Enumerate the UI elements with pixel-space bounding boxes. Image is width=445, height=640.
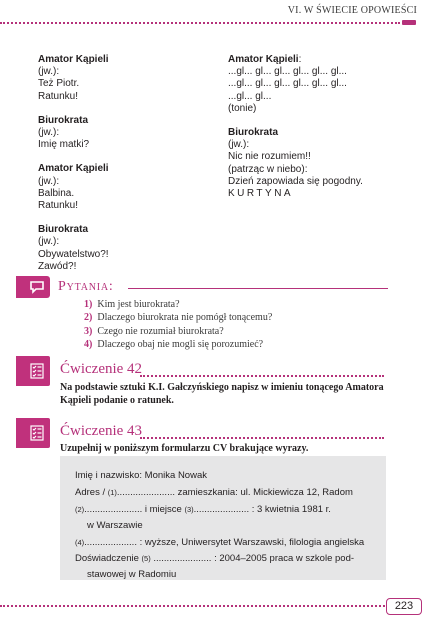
- cv-address-line: Adres / (1)...................... zamieszkania: ul. Mickiewicza 12, Radom: [75, 487, 353, 498]
- stage-direction: (jw.):: [38, 175, 60, 187]
- dialogue-line: ...gl... gl...: [228, 90, 272, 102]
- exercise-43-text: Uzupełnij w poniższym formularzu CV brakujące wyrazy.: [60, 443, 309, 454]
- questions-rule: [128, 288, 388, 289]
- page-number: 223: [386, 598, 422, 615]
- checklist-icon: [16, 356, 50, 386]
- stage-direction: (jw.):: [38, 236, 60, 248]
- dialogue-line: Balbina.: [38, 187, 75, 199]
- speaker-name: Amator Kąpieli: [228, 54, 299, 65]
- cv-birthplace-line: w Warszawie: [87, 520, 143, 531]
- dialogue-line: Nic nie rozumiem!!: [228, 151, 311, 163]
- speaker-name: Amator Kąpieli: [38, 54, 109, 65]
- header-accent: [402, 20, 416, 25]
- stage-direction: (jw.):: [38, 127, 60, 139]
- exercise-42-text: Na podstawie sztuki K.I. Gałczyńskiego napisz w imieniu tonącego Amatora Kąpieli podanie o ratunek.: [60, 382, 384, 406]
- speaker-name: Biurokrata: [228, 127, 279, 139]
- dialogue-line: Obywatelstwo?!: [38, 248, 109, 260]
- dialogue-line: Dzień zapowiada się pogodny.: [228, 175, 363, 187]
- exercise-43-title: Ćwiczenie 43: [60, 423, 143, 439]
- speaker-suffix: :: [298, 54, 302, 65]
- dialogue-line: Zawód?!: [38, 260, 77, 272]
- questions-list: [84, 298, 272, 352]
- cv-education-line: (4).................... : wyższe, Uniwersytet Warszawski, filologia angielska: [75, 537, 365, 548]
- speaker-name: Amator Kąpieli: [38, 163, 109, 175]
- speaker-name: Biurokrata: [38, 224, 89, 236]
- stage-direction: (tonie): [228, 102, 257, 114]
- dialogue-line: ...gl... gl... gl... gl... gl... gl...: [228, 66, 347, 78]
- dialogue-line: Ratunku!: [38, 90, 79, 102]
- dialogue-line: ...gl... gl... gl... gl... gl... gl...: [228, 78, 347, 90]
- stage-direction: (jw.):: [228, 139, 250, 151]
- dialogue-line: Też Piotr.: [38, 78, 80, 90]
- header-divider: [0, 22, 400, 24]
- dialogue-line: Ratunku!: [38, 200, 79, 212]
- list-item: 4) Dlaczego obaj nie mogli się porozumieć?: [84, 339, 264, 351]
- cv-name-line: Imię i nazwisko: Monika Nowak: [75, 470, 207, 481]
- cv-experience-cont-line: stawowej w Radomiu: [87, 569, 177, 580]
- chapter-title: VI. W ŚWIECIE OPOWIEŚCI: [287, 5, 417, 16]
- footer-divider: [0, 605, 385, 607]
- list-item: 2) Dlaczego biurokrata nie pomógł tonącemu?: [84, 312, 273, 324]
- cv-form: [60, 456, 386, 580]
- play-column-left: [38, 54, 188, 273]
- list-item: 3) Czego nie rozumiał biurokrata?: [84, 325, 224, 337]
- play-column-right: [228, 54, 408, 200]
- speech-bubble-icon: [16, 276, 50, 298]
- questions-heading: Pytania:: [58, 279, 114, 294]
- curtain-text: KURTYNA: [228, 188, 294, 200]
- exercise-42-title: Ćwiczenie 42: [60, 361, 143, 377]
- list-item: 1) Kim jest biurokrata?: [84, 299, 180, 310]
- exercise-42-rule: [140, 375, 384, 377]
- checklist-icon: [16, 418, 50, 448]
- stage-direction: (jw.):: [38, 66, 60, 78]
- cv-experience-line: Doświadczenie (5) ...................... : 2004–2005 praca w szkole pod-: [75, 553, 355, 564]
- exercise-43-rule: [140, 437, 384, 439]
- dialogue-line: Imię matki?: [38, 139, 90, 151]
- stage-direction: (patrząc w niebo):: [228, 163, 308, 175]
- speaker-name: Biurokrata: [38, 114, 89, 126]
- cv-birth-line: (2)...................... i miejsce (3)..................... : 3 kwietnia 1981 r.: [75, 504, 331, 515]
